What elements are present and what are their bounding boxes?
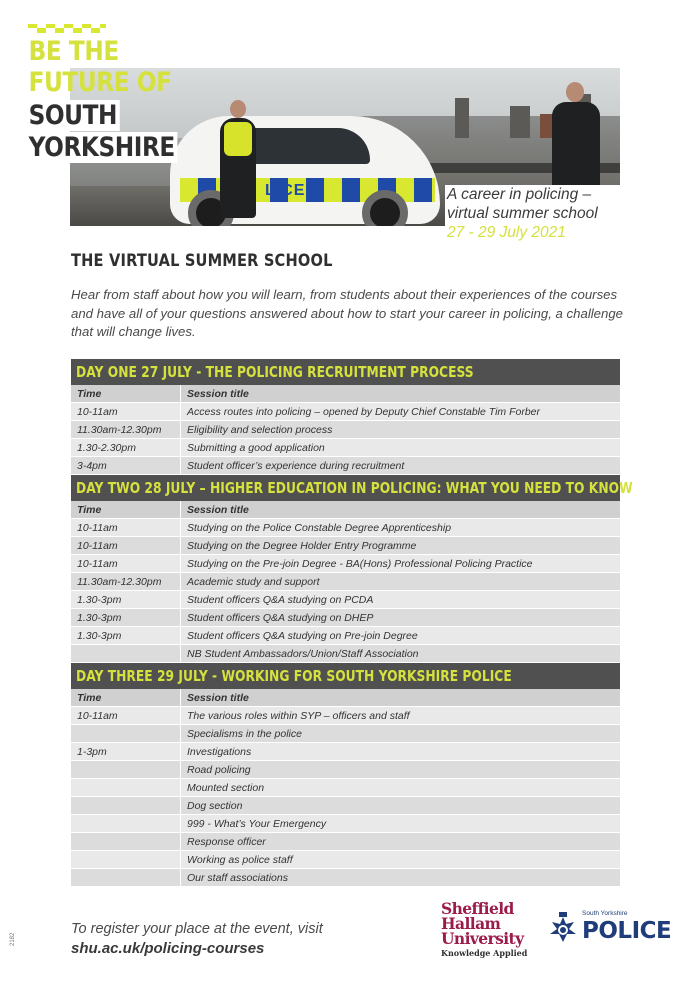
session-cell: Mounted section [187,781,265,794]
table-row [71,851,620,869]
session-cell: Student officers Q&A studying on PCDA [187,593,374,606]
time-cell: 11.30am-12.30pm [71,421,181,438]
time-cell [71,725,181,742]
table-row [71,609,620,627]
car-police-text: LICE [265,182,306,199]
time-cell [71,815,181,832]
session-cell: Student officer’s experience during recruitment [187,459,405,472]
time-cell: 10-11am [71,555,181,572]
table-row [71,833,620,851]
document-code: 2182 [10,932,16,946]
table-row [71,761,620,779]
table-header-row [71,385,620,403]
table-row [71,591,620,609]
table-row [71,725,620,743]
police-star-icon [548,912,578,946]
day-title: DAY TWO 28 JULY – HIGHER EDUCATION IN POLICING: WHAT YOU NEED TO KNOW [76,479,633,497]
table-row [71,743,620,761]
time-cell [71,779,181,796]
session-cell: Studying on the Police Constable Degree Apprenticeship [187,521,452,534]
hero-building [455,98,469,138]
officer-head [230,100,246,118]
session-cell: Student officers Q&A studying on DHEP [187,611,374,624]
session-cell: Studying on the Pre-join Degree - BA(Hons) Professional Policing Practice [187,557,533,570]
table-row [71,707,620,725]
intro-paragraph: Hear from staff about how you will learn, from students about their experiences of the courses and have all of your questions answered about how to start your career in policing, a challenge that will change lives. [71,287,624,339]
column-header-session: Session title [187,691,249,704]
time-cell: 3-4pm [71,457,181,474]
time-cell: 1.30-2.30pm [71,439,181,456]
session-cell: Dog section [187,799,243,812]
time-cell: 10-11am [71,707,181,724]
shu-logo [441,901,533,958]
column-header-time: Time [71,501,181,518]
table-header-row [71,689,620,707]
table-row [71,403,620,421]
session-cell: 999 - What’s Your Emergency [187,817,327,830]
time-cell: 10-11am [71,403,181,420]
session-cell: NB Student Ambassadors/Union/Staff Association [187,647,419,660]
session-cell: Working as police staff [187,853,293,866]
time-cell [71,851,181,868]
column-header-time: Time [71,689,181,706]
session-cell: Road policing [187,763,251,776]
shu-name: Hallam [441,914,501,933]
section-title: THE VIRTUAL SUMMER SCHOOL [71,251,333,271]
session-cell: Specialisms in the police [187,727,302,740]
campaign-logo [26,24,175,170]
time-cell [71,833,181,850]
table-row [71,457,620,475]
session-cell: Response officer [187,835,266,848]
time-cell: 10-11am [71,519,181,536]
shu-name: Sheffield [441,899,514,918]
table-row [71,555,620,573]
time-cell: 11.30am-12.30pm [71,573,181,590]
brand-line-1: BE THE [28,36,119,67]
shu-tagline: Knowledge Applied [441,948,528,958]
day-title: DAY ONE 27 JULY - THE POLICING RECRUITMENT PROCESS [76,363,474,381]
day-header [71,663,620,689]
table-row [71,627,620,645]
time-cell [71,797,181,814]
session-cell: Eligibility and selection process [187,423,333,436]
table-row [71,573,620,591]
caption-line: virtual summer school [447,205,598,222]
hero-caption [445,185,620,251]
officer-vest [224,122,252,156]
time-cell: 10-11am [71,537,181,554]
day-title: DAY THREE 29 JULY - WORKING FOR SOUTH YORKSHIRE POLICE [76,667,512,685]
table-row [71,797,620,815]
time-cell [71,869,181,886]
table-row [71,421,620,439]
session-cell: Investigations [187,745,252,758]
table-row [71,439,620,457]
session-cell: Student officers Q&A studying on Pre-join Degree [187,629,418,642]
brand-line-3: SOUTH [26,100,120,131]
officer-head [566,82,584,102]
time-cell [71,761,181,778]
brand-line-4: YORKSHIRE [26,132,177,163]
syp-region: South Yorkshire [582,910,628,917]
time-cell: 1.30-3pm [71,609,181,626]
table-row [71,645,620,663]
caption-line: A career in policing – [447,186,592,203]
table-row [71,815,620,833]
syp-logo [548,908,672,952]
hero-building [510,106,530,138]
checker-strip [28,28,106,33]
table-row [71,779,620,797]
session-cell: Studying on the Degree Holder Entry Programme [187,539,417,552]
schedule-table [71,359,633,887]
caption-date: 27 - 29 July 2021 [447,224,566,241]
register-text: To register your place at the event, visit [71,921,323,937]
session-cell: Our staff associations [187,871,288,884]
officer-figure [552,102,600,192]
table-row [71,869,620,887]
column-header-session: Session title [187,503,249,516]
time-cell: 1-3pm [71,743,181,760]
syp-wordmark: POLICE [582,918,672,944]
register-link[interactable]: shu.ac.uk/policing-courses [71,940,265,957]
time-cell: 1.30-3pm [71,627,181,644]
table-header-row [71,501,620,519]
shu-name: University [441,929,524,948]
time-cell: 1.30-3pm [71,591,181,608]
table-row [71,519,620,537]
column-header-session: Session title [187,387,249,400]
session-cell: Academic study and support [187,575,320,588]
brand-line-2: FUTURE OF [28,67,172,98]
time-cell [71,645,181,662]
table-row [71,537,620,555]
day-header [71,475,633,501]
session-cell: Submitting a good application [187,441,325,454]
column-header-time: Time [71,385,181,402]
session-cell: Access routes into policing – opened by Deputy Chief Constable Tim Forber [187,405,541,418]
session-cell: The various roles within SYP – officers and staff [187,709,410,722]
day-header [71,359,620,385]
